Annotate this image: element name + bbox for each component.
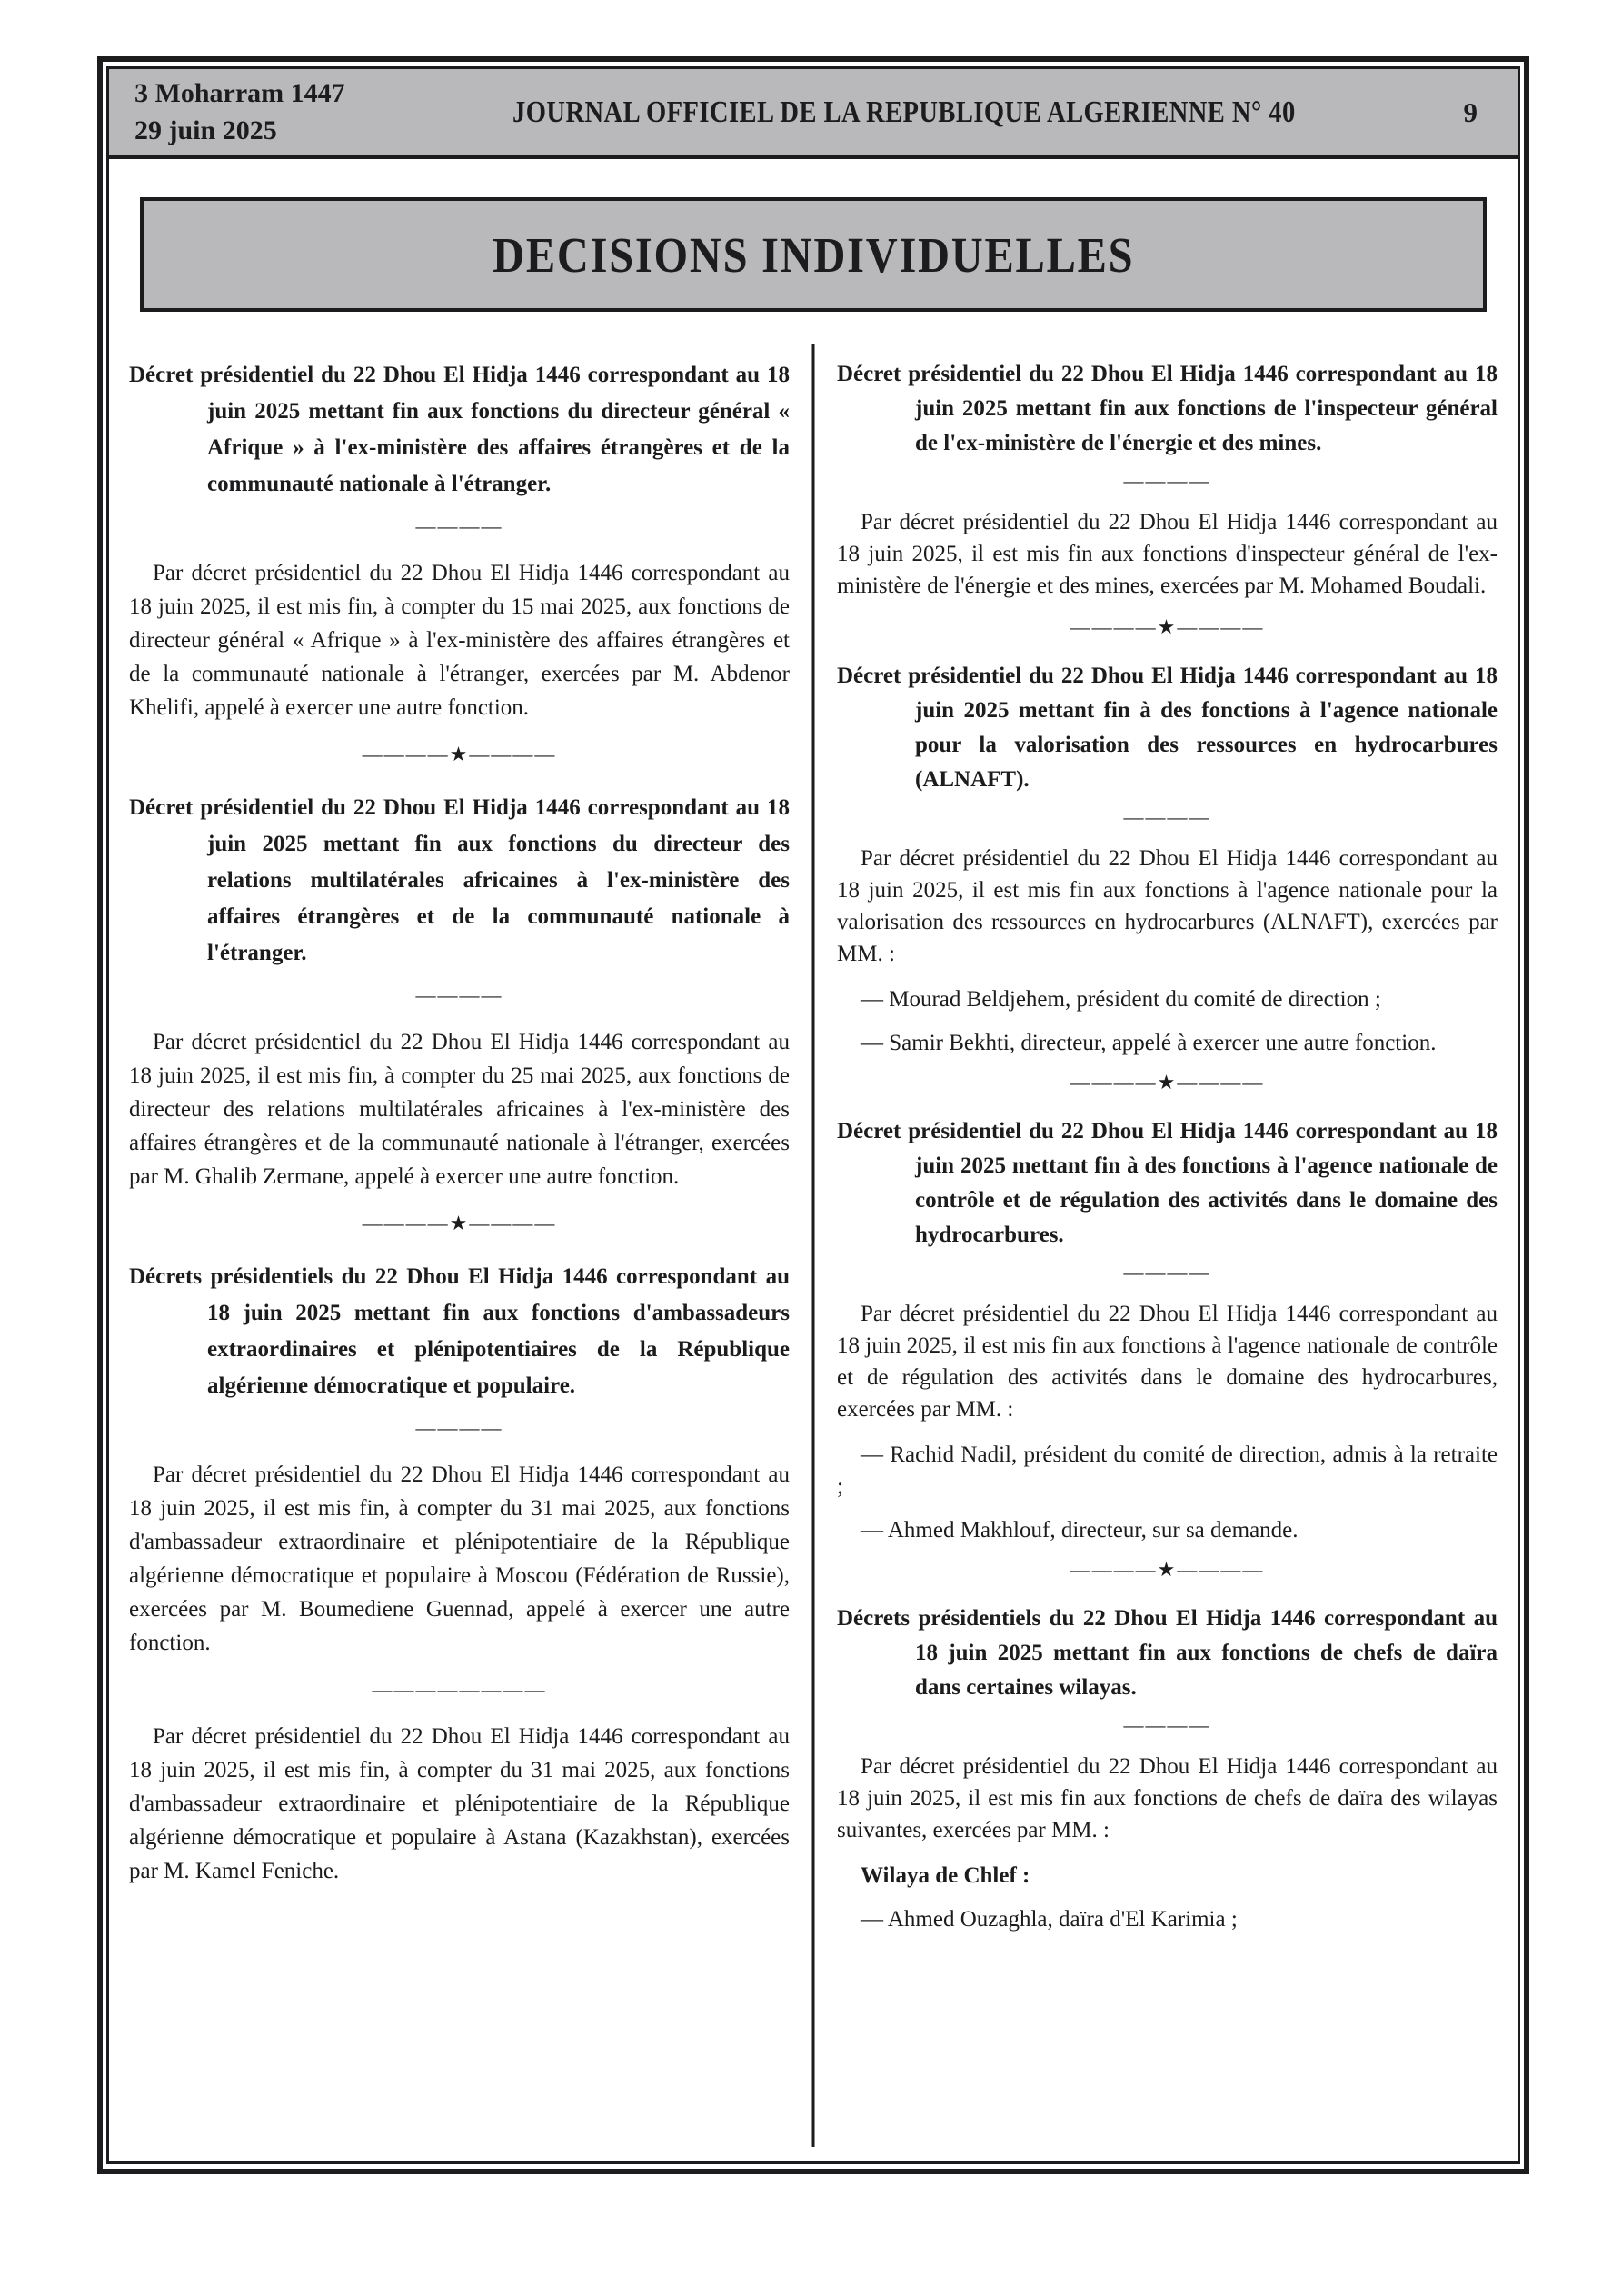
date-gregorian: 29 juin 2025 xyxy=(134,115,277,145)
divider-star-rule: ————★———— xyxy=(1070,1071,1265,1093)
decree-paragraph: Par décret présidentiel du 22 Dhou El Hidja 1446 correspondant au 18 juin 2025, il est mis fin, à compter du 15 mai 2025, aux fonctions de directeur général « Afrique » à l'ex-ministère des affaires étrangères et de la communauté nationale à l'étranger, exercées par M. Abdenor Khelifi, appelé à exercer une autre fonction. xyxy=(129,561,790,720)
divider-rule: ———— xyxy=(1123,1261,1211,1283)
divider-rule: ———— xyxy=(1123,805,1211,828)
journal-title: JOURNAL OFFICIEL DE LA REPUBLIQUE ALGERIENNE N° 40 xyxy=(512,95,1296,129)
appointment-item: — Samir Bekhti, directeur, appelé à exercer une autre fonction. xyxy=(861,1031,1437,1055)
section-title-banner xyxy=(140,197,1487,312)
divider-star-rule: ————★———— xyxy=(362,1212,557,1234)
journal-title-wrap xyxy=(345,95,1464,130)
appointment-item: — Mourad Beldjehem, président du comité de direction ; xyxy=(861,987,1381,1012)
decree-paragraph: Par décret présidentiel du 22 Dhou El Hidja 1446 correspondant au 18 juin 2025, il est mis fin aux fonctions à l'agence nationale pour la valorisation des ressources en hydrocarbures (ALNAFT), exercées par MM. : xyxy=(837,846,1498,966)
date-hijri: 3 Moharram 1447 xyxy=(134,78,345,108)
wilaya-heading: Wilaya de Chlef : xyxy=(861,1863,1030,1888)
appointment-item: — Ahmed Ouzaghla, daïra d'El Karimia ; xyxy=(861,1907,1238,1932)
divider-rule: ———— xyxy=(415,1416,503,1439)
decree-heading: Décrets présidentiels du 22 Dhou El Hidja 1446 correspondant au 18 juin 2025 mettant fin aux fonctions d'ambassadeurs extraordinaires et plénipotentiaires de la République algérienne démocratique et populaire. xyxy=(129,1264,790,1398)
header-dates xyxy=(109,75,345,149)
decree-heading: Décrets présidentiels du 22 Dhou El Hidja 1446 correspondant au 18 juin 2025 mettant fin aux fonctions de chefs de daïra dans certaines wilayas. xyxy=(837,1606,1498,1700)
divider-rule: ———— xyxy=(1123,469,1211,492)
decree-paragraph: Par décret présidentiel du 22 Dhou El Hidja 1446 correspondant au 18 juin 2025, il est mis fin, à compter du 31 mai 2025, aux fonctions d'ambassadeur extraordinaire et plénipotentiaire de la République algérienne démocratique et populaire à Moscou (Fédération de Russie), exercées par M. Boumediene Guennad, appelé à exercer une autre fonction. xyxy=(129,1462,790,1655)
divider-rule: ———— xyxy=(415,983,503,1006)
divider-star-rule: ————★———— xyxy=(362,743,557,765)
decree-heading: Décret présidentiel du 22 Dhou El Hidja 1446 correspondant au 18 juin 2025 mettant fin à des fonctions à l'agence nationale de contrôle et de régulation des activités dans le domaine des hydrocarbures. xyxy=(837,1119,1498,1247)
divider-rule: ———— xyxy=(1123,1713,1211,1736)
decree-paragraph: Par décret présidentiel du 22 Dhou El Hidja 1446 correspondant au 18 juin 2025, il est mis fin aux fonctions de chefs de daïra des wilayas suivantes, exercées par MM. : xyxy=(837,1754,1498,1842)
content-columns xyxy=(109,344,1518,2161)
column-left xyxy=(109,344,813,2161)
decree-paragraph: Par décret présidentiel du 22 Dhou El Hidja 1446 correspondant au 18 juin 2025, il est mis fin aux fonctions à l'agence nationale de contrôle et de régulation des activités dans le domaine des hydrocarbures, exercées par MM. : xyxy=(837,1302,1498,1422)
decree-paragraph: Par décret présidentiel du 22 Dhou El Hidja 1446 correspondant au 18 juin 2025, il est mis fin, à compter du 25 mai 2025, aux fonctions de directeur des relations multilatérales africaines à l'ex-ministère des affaires étrangères et de la communauté nationale à l'étranger, exercées par M. Ghalib Zermane, appelé à exercer une autre fonction. xyxy=(129,1030,790,1189)
decree-heading: Décret présidentiel du 22 Dhou El Hidja 1446 correspondant au 18 juin 2025 mettant fin à des fonctions à l'agence nationale pour la valorisation des ressources en hydrocarbures (ALNAFT). xyxy=(837,664,1498,792)
divider-star-rule: ————★———— xyxy=(1070,1558,1265,1581)
column-right xyxy=(813,344,1518,2161)
divider-long-rule: ———————— xyxy=(372,1678,547,1701)
page-number: 9 xyxy=(1463,95,1478,128)
page-frame xyxy=(97,56,1529,2174)
page-inner-frame xyxy=(106,66,1520,2164)
divider-rule: ———— xyxy=(415,514,503,537)
section-title: DECISIONS INDIVIDUELLES xyxy=(492,226,1135,283)
appointment-item: — Ahmed Makhlouf, directeur, sur sa demande. xyxy=(861,1518,1299,1542)
decree-heading: Décret présidentiel du 22 Dhou El Hidja 1446 correspondant au 18 juin 2025 mettant fin aux fonctions du directeur des relations multilatérales africaines à l'ex-ministère des affaires étrangères et de la communauté nationale à l'étranger. xyxy=(129,795,790,965)
divider-star-rule: ————★———— xyxy=(1070,615,1265,638)
appointment-item: — Rachid Nadil, président du comité de direction, admis à la retraite ; xyxy=(837,1442,1498,1499)
page-header xyxy=(109,69,1518,159)
decree-heading: Décret présidentiel du 22 Dhou El Hidja 1446 correspondant au 18 juin 2025 mettant fin aux fonctions du directeur général « Afrique » à l'ex-ministère des affaires étrangères et de la communauté nationale à l'étranger. xyxy=(129,363,790,496)
decree-paragraph: Par décret présidentiel du 22 Dhou El Hidja 1446 correspondant au 18 juin 2025, il est mis fin, à compter du 31 mai 2025, aux fonctions d'ambassadeur extraordinaire et plénipotentiaire de la République algérienne démocratique et populaire à Astana (Kazakhstan), exercées par M. Kamel Feniche. xyxy=(129,1724,790,1883)
decree-paragraph: Par décret présidentiel du 22 Dhou El Hidja 1446 correspondant au 18 juin 2025, il est mis fin aux fonctions d'inspecteur général de l'ex-ministère de l'énergie et des mines, exercées par M. Mohamed Boudali. xyxy=(837,510,1498,598)
decree-heading: Décret présidentiel du 22 Dhou El Hidja 1446 correspondant au 18 juin 2025 mettant fin aux fonctions de l'inspecteur général de l'ex-ministère de l'énergie et des mines. xyxy=(837,362,1498,455)
